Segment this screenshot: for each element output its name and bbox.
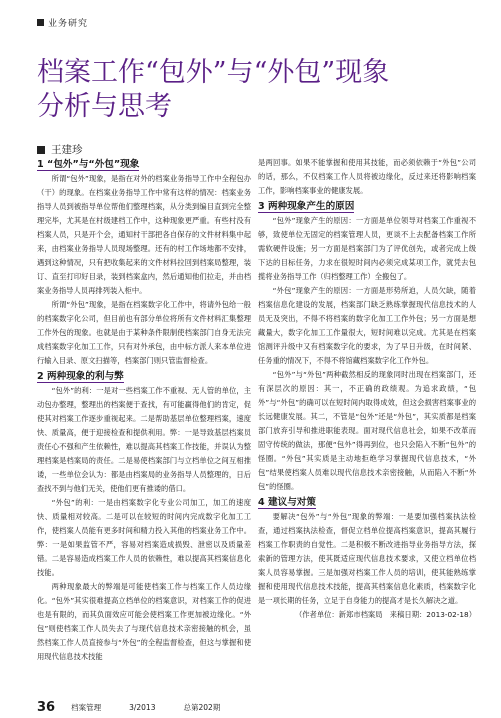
paragraph: “外包”现象产生的原因：一方面是形势所迫，人员欠缺，随着档案信息化建设的发展，档案部门缺乏熟练掌握现代信息技术的人员无及突出，不得不将档案的数字化加工工作外包；另一方面是想藏量大，数字化加工工作量很大，短时间难以完成。尤其是在档案馆测评升级中又有档案数字化的要求，为了早日升级，在时间紧、任务重的情况下，不得不将馆藏档案数字化工作外包。 (258, 286, 476, 365)
left-column (37, 156, 251, 664)
section-heading-3: 3 两种现象产生的原因 (258, 201, 355, 212)
paragraph: 所谓“包外”现象，是指在对外的档案业务指导工作中全程包办（干）的现象。在档案业务指导工作中常有这样的情况：档案业务指导人员到被指导单位帮他们整理档案，从分类到编目直到完全整理完毕，尤其是在村级建档工作中，这种现象更严重。有些村没有档案人员，只是开个会，通知村干部把各自保存的文件材料集中起来，由档案业务指导人员现场整理。还有的村工作场地都不安排，遇到这种情况，只有把收集起来的文件材料拉回到档案局整理，装订、直至打印好目录，装到档案盒内，然后通知他们拉走，并由档案业务指导人员再排列装入柜中。 (37, 174, 251, 295)
paragraph: 要解决“包外”与“外包”现象的弊端：一是要加强档案执法检查，通过档案执法检查，督促立档单位提高档案意识，提高其履行档案工作职责的自觉性。二是积极不断改进指导业务指导方法，探索新的管理方法，使其既适应现代信息技术要求，又使立档单位档案人员容易掌握。三是加强对档案工作人员的培训，使其能熟练掌握和使用现代信息技术技能，提高其档案信息化素质，档案数字化是一项长期的任务，立足于自身能力的提高才是长久解决之道。 (258, 512, 476, 605)
page-number: 36 (37, 700, 56, 715)
section-heading-4: 4 建议与对策 (258, 497, 316, 508)
header-square-icon (37, 19, 44, 26)
paragraph: “包外”的利：一是对一些档案工作不重视、无人管的单位，主动包办整理，整理出的档案便于查找，有可能赢得他们的肯定，促使其对档案工作逐步重视起来。二是帮助基层单位整理档案，速度快、质量高，便于迎接检查和提供利用。弊：一是导致基层档案员责任心不强和产生依赖性，难以提高其档案工作技能，并误认为整理档案是档案局的责任。二是易使档案部门与立档单位之间互相推诿，一些单位会认为：都是由档案局的业务指导人员整理的，日后查找不到与他们无关，使他们更有推诿的借口。 (37, 386, 251, 493)
article-title (37, 56, 389, 124)
column-header-label: 业务研究 (48, 18, 89, 29)
section-heading-2: 2 两种现象的利与弊 (37, 371, 124, 382)
paragraph: 是两回事。如果不能掌握和使用其技能，而必须依赖于“外包”公司的话，那么，不仅档案工作人员将被边缘化，反过来还将影响档案工作，影响档案事业的健康发展。 (258, 158, 476, 195)
paragraph: 所谓“外包”现象，是指在档案数字化工作中，将请外包给一般的档案数字化公司，但目前也有部分单位将所有文件材料汇集整理工作外包的现象。也就是由于某种条件限制使档案部门自身无法完成档案数字化加工工作，只有对外承包，由中标方派人来本单位进行输入目录、原文扫描等，档案部门则只管监督检查。 (37, 300, 251, 365)
author-note: （作者单位：新郑市档案局 来稿日期：2013-02-18） (294, 610, 476, 619)
author-name: 王建珍 (51, 144, 83, 156)
right-column (258, 156, 476, 622)
author-line (37, 142, 83, 157)
issue-number: 3/2013 (129, 703, 156, 712)
paragraph: “包外”与“外包”两种截然相反的现象同时出现在档案部门，还有深层次的原因：其一，不正确的政绩观。为追求政绩，“包外”与“外包”的确可以在短时间内取得成效，但这会损害档案事业的长远健康发展。其二，不管是“包外”还是“外包”，其实质都是档案部门放弃引导和推进职能表现。面对现代信息社会，如果不改革而固守传统的做法，那便“包外”得再到位，也只会陷入不断“包外”的怪圈。“外包”其实质是主动地拒绝学习掌握现代信息技术，“外包”结果使档案人员难以现代信息技术亲密接触，从而陷入不断“外包”的怪圈。 (258, 370, 476, 491)
journal-name: 档案管理 (71, 703, 102, 712)
author-square-icon (37, 146, 45, 154)
article-title-line-2: 分析与思考 (37, 91, 172, 122)
paragraph: 两种现象最大的弊端是可能使档案工作与档案工作人员边缘化。“包外”其实很难提高立档单位的档案意识，对档案工作的促进也是有限的，而其负面效应可能会使档案工作更加被边缘化。“外包”则使档案工作人员失去了与现代信息技术亲密接触的机会，虽然档案工作人员直接参与“外包”的全程监督检查，但这与掌握和使用现代信息技术技能 (37, 582, 251, 661)
column-header (37, 16, 88, 28)
total-issue: 总第202期 (183, 703, 221, 712)
section-heading-1: 1 “包外”与“外包”现象 (37, 159, 140, 170)
article-title-line-1: 档案工作“包外”与“外包”现象 (37, 57, 390, 88)
paragraph: “外包”的利：一是由档案数字化专业公司加工，加工的速度快、质量相对较高。二是可以在较短的时间内完成数字化加工工作，使档案人员能有更多时间和精力投入其他的档案业务工作中。弊：一是如果监管不严，容易对档案造成损毁、泄密以及质量差错。二是容易造成档案工作人员的依赖性，难以提高其档案信息化技能。 (37, 498, 251, 577)
page-footer (37, 700, 477, 715)
paragraph: “包外”现象产生的原因：一方面是单位领导对档案工作重视不够，致使单位无固定的档案管理人员，更谈不上去配备档案工作所需软硬件设施；另一方面是档案部门为了评优创先，或者完成上级下达的目标任务，力求在很短时间内必须完成某项工作，就凭去包揽将业务指导工作（归档整理工作）全搬包了。 (258, 216, 476, 281)
